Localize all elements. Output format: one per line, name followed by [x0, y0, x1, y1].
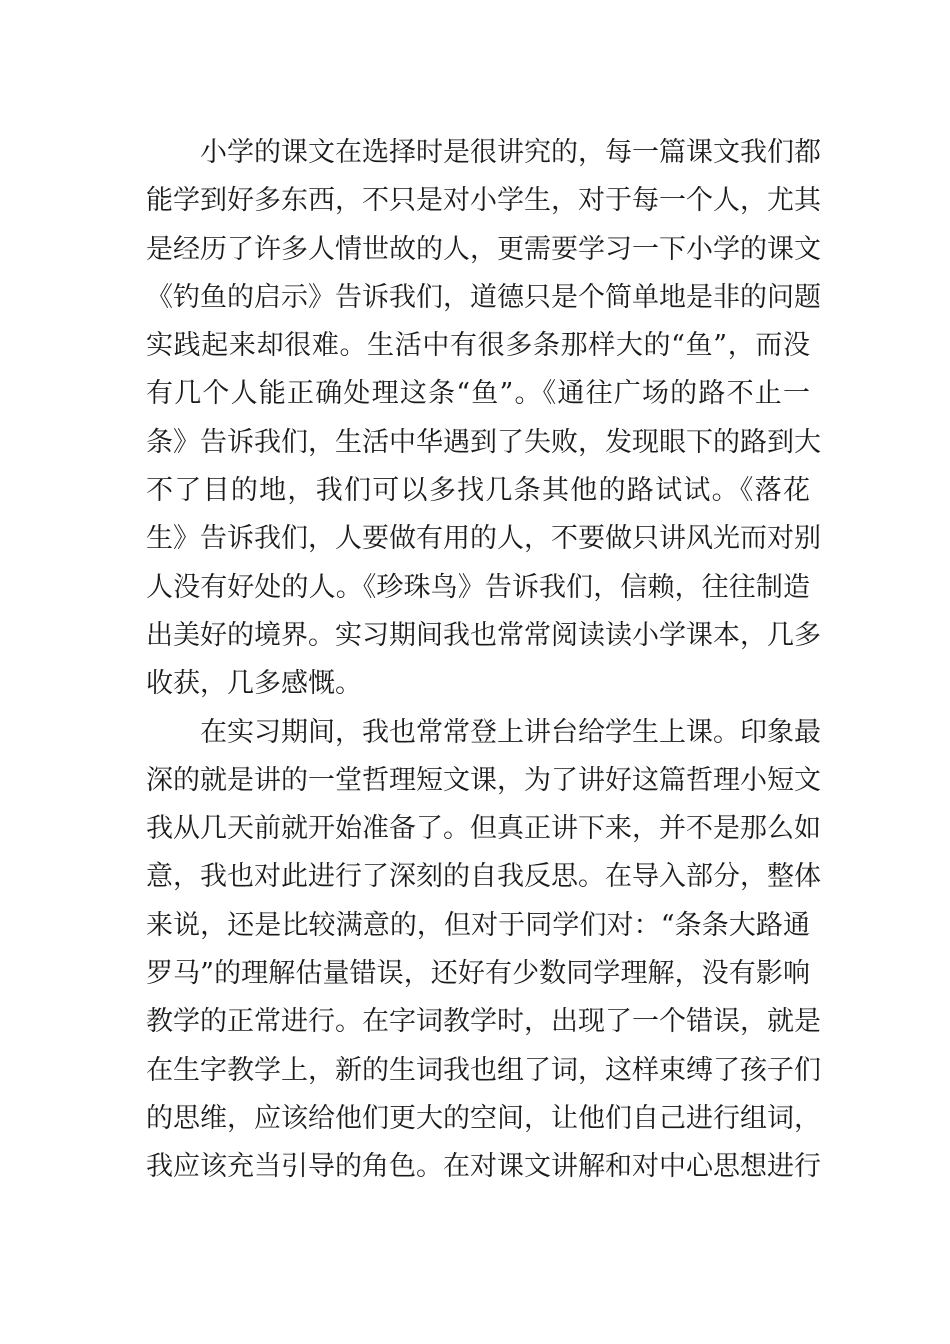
text-line: 小学的课文在选择时是很讲究的，每一篇课文我们都: [200, 137, 821, 168]
paragraph-2: [146, 709, 821, 1192]
text-line: 来说，还是比较满意的，但对于同学们对：“条条大路通: [146, 909, 810, 941]
paragraph-1: [146, 129, 821, 709]
text-line: 出美好的境界。实习期间我也常常阅读读小学课本，几多: [146, 619, 821, 651]
text-line: 意，我也对此进行了深刻的自我反思。在导入部分，整体: [146, 861, 821, 893]
text-line: 我从几天前就开始准备了。但真正讲下来，并不是那么如: [146, 813, 821, 845]
text-line: 生》告诉我们，人要做有用的人，不要做只讲风光而对别: [146, 523, 821, 555]
body-text: [146, 129, 821, 1192]
text-line: 我应该充当引导的角色。在对课文讲解和对中心思想进行: [146, 1151, 821, 1183]
text-line: 在实习期间，我也常常登上讲台给学生上课。印象最: [200, 716, 821, 748]
text-line: 深的就是讲的一堂哲理短文课，为了讲好这篇哲理小短文: [146, 764, 821, 796]
text-line: 不了目的地，我们可以多找几条其他的路试试。《落花: [146, 475, 810, 507]
text-line: 是经历了许多人情世故的人，更需要学习一下小学的课文: [146, 233, 821, 265]
text-line: 能学到好多东西，不只是对小学生，对于每一个人，尤其: [146, 185, 821, 217]
text-line: 的思维，应该给他们更大的空间，让他们自己进行组词，: [146, 1102, 821, 1134]
text-line: 实践起来却很难。生活中有很多条那样大的“鱼”，而没: [146, 330, 810, 362]
text-line: 在生字教学上，新的生词我也组了词，这样束缚了孩子们: [146, 1054, 821, 1086]
text-line: 《钓鱼的启示》告诉我们，道德只是个简单地是非的问题: [146, 281, 821, 313]
text-line: 人没有好处的人。《珍珠鸟》告诉我们，信赖，往往制造: [146, 571, 810, 603]
text-line: 有几个人能正确处理这条“鱼”。《通往广场的路不止一: [146, 378, 810, 410]
text-line: 教学的正常进行。在字词教学时，出现了一个错误，就是: [146, 1006, 821, 1038]
text-line: 收获，几多感慨。: [146, 668, 362, 700]
text-line: 条》告诉我们，生活中华遇到了失败，发现眼下的路到大: [146, 426, 821, 458]
text-line: 罗马”的理解估量错误，还好有少数同学理解，没有影响: [146, 958, 810, 990]
